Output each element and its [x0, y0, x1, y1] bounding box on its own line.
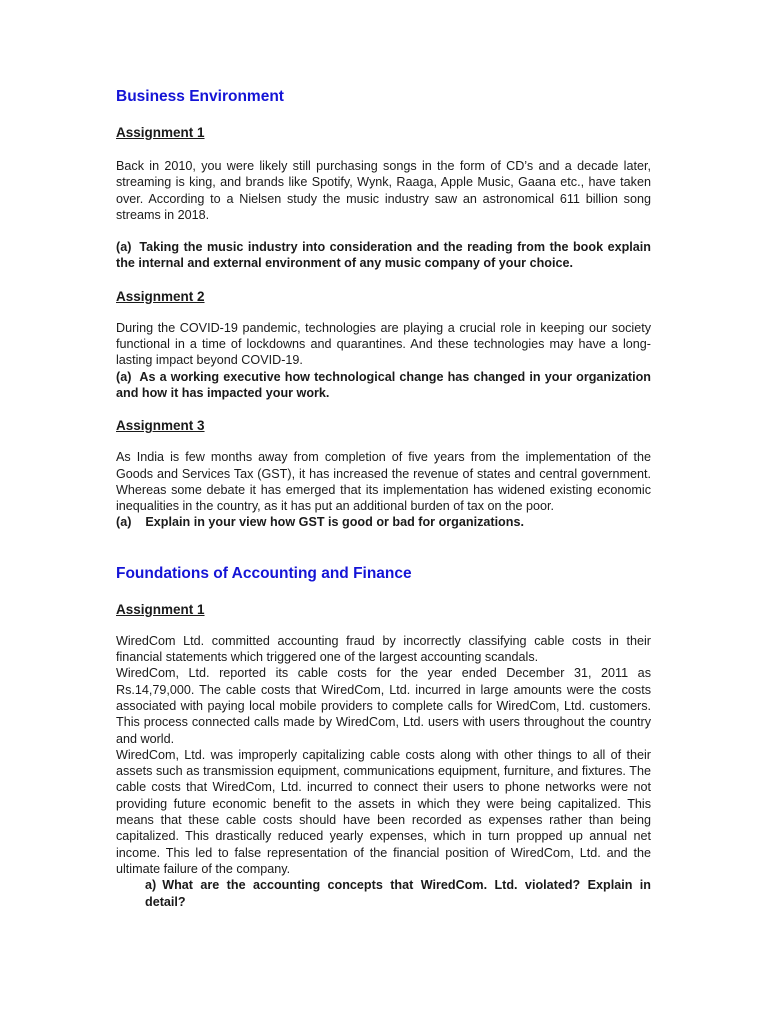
accounting-assignment-1-title: Assignment 1: [116, 601, 205, 617]
question-label: (a): [116, 240, 132, 255]
accounting-paragraph-1: WiredCom Ltd. committed accounting fraud by incorrectly classifying cable costs in their financial statements which triggered one of the largest accounting scandals.: [116, 633, 651, 665]
assignment-2-paragraph: During the COVID-19 pandemic, technologies are playing a crucial role in keeping our society functional in a time of lockdowns and quarantines. And these technologies may have a long-lasting impact beyond COVID-19.: [116, 320, 651, 368]
assignment-3-question: [116, 514, 651, 530]
question-label: (a): [116, 369, 132, 384]
question-text: Explain in your view how GST is good or bad for organizations.: [145, 515, 524, 530]
question-text: As a working executive how technological change has changed in your organization and how it has impacted your work.: [116, 369, 651, 400]
question-text: What are the accounting concepts that WiredCom. Ltd. violated? Explain in detail?: [145, 878, 651, 909]
accounting-question: [116, 877, 651, 910]
assignment-1-paragraph: Back in 2010, you were likely still purchasing songs in the form of CD’s and a decade later, streaming is king, and brands like Spotify, Wynk, Raaga, Apple Music, Gaana etc., have taken over. According to a Nielsen study the music industry saw an astronomical 611 billion song streams in 2018.: [116, 159, 651, 222]
question-label: a): [145, 878, 157, 893]
assignment-1-question: [116, 239, 651, 272]
document-page: [116, 86, 651, 910]
question-label: (a): [116, 515, 132, 530]
question-text: Taking the music industry into consideration and the reading from the book explain the internal and external environment of any music company of your choice.: [116, 240, 651, 271]
assignment-1-title: Assignment 1: [116, 125, 205, 140]
assignment-2-question: [116, 369, 651, 402]
section-title-accounting-finance: Foundations of Accounting and Finance: [116, 564, 412, 582]
accounting-paragraph-2: WiredCom, Ltd. reported its cable costs for the year ended December 31, 2011 as Rs.14,79,000. The cable costs that WiredCom, Ltd. incurred in large amounts were the costs associated with paying local mobile providers to complete calls for WiredCom, Ltd. customers. This process connected calls made by WiredCom, Ltd. users with users throughout the country and world.: [116, 666, 651, 746]
section-title-business-environment: Business Environment: [116, 88, 284, 105]
assignment-3-paragraph: As India is few months away from completion of five years from the implementation of the Goods and Services Tax (GST), it has increased the revenue of states and central government. Whereas some debate it has emerged that its implementation has widened existing economic inequalities in the country, as it has put an additional burden of tax on the poor.: [116, 450, 651, 514]
assignment-3-title: Assignment 3: [116, 418, 205, 434]
assignment-2-title: Assignment 2: [116, 288, 205, 304]
accounting-paragraph-3: WiredCom, Ltd. was improperly capitalizing cable costs along with other things to all of their assets such as transmission equipment, communications equipment, furniture, and fixtures. The cable costs that WiredCom, Ltd. incurred to connect their users to phone networks were not providing future economic benefit to the assets in which they were being capitalized. This means that these cable costs should have been recorded as expenses rather than being capitalized. This drastically reduced yearly expenses, which in turn propped up annual net income. This led to false representation of the financial position of WiredCom, Ltd. and the ultimate failure of the company.: [116, 747, 651, 876]
